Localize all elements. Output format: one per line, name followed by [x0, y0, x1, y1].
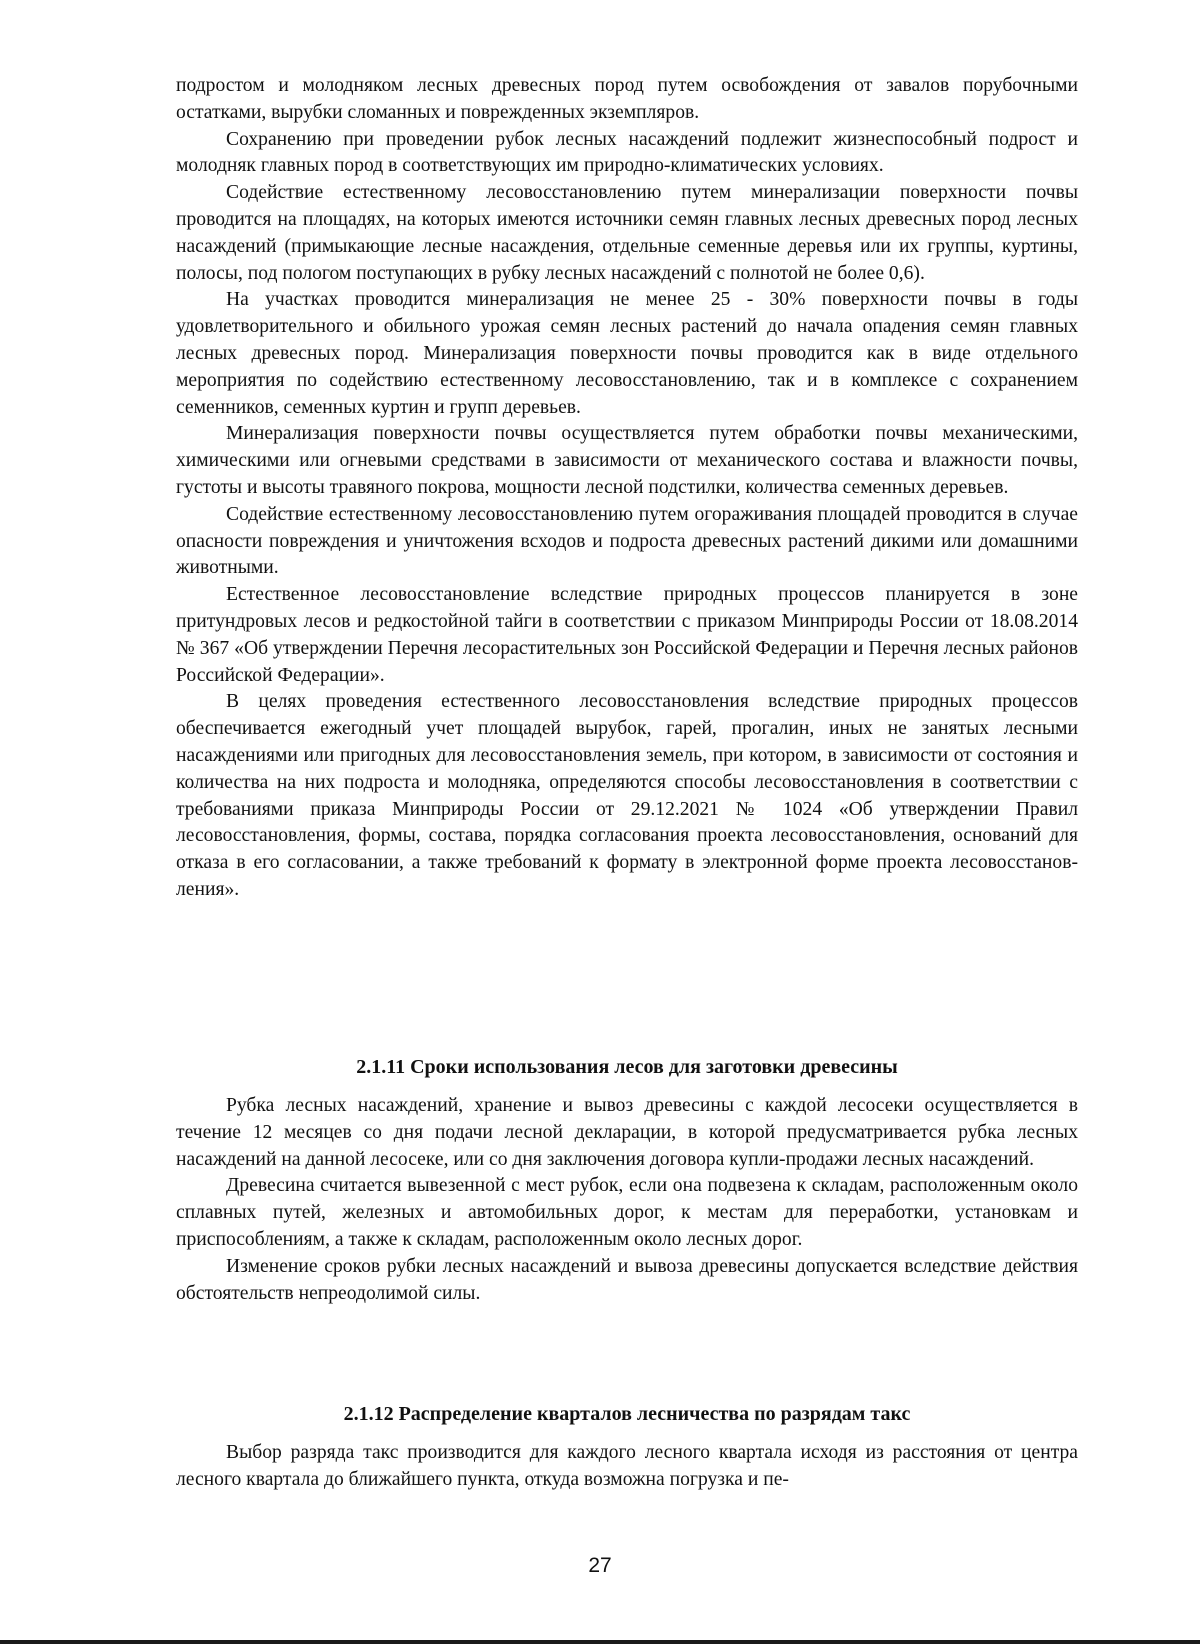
paragraph: Изменение сроков рубки лесных насаждений и вывоза древесины допускается вследствие действия обстоятельств непреодолимой силы.	[176, 1255, 1078, 1304]
paragraph: Рубка лесных насаждений, хранение и вывоз древесины с каждой лесосеки осуществляется в течение 12 месяцев со дня подачи лесной декларации, в которой предусматривается рубка лесных насаждений на данной лесосеке, или со дня заключения договора купли-продажи лесных насаждений.	[176, 1095, 1078, 1170]
section-2-1-11-text	[176, 1093, 1078, 1307]
paragraph: Содействие естественному лесовосстановлению путем огораживания площадей проводится в случае опасности повреждения и уничтожения всходов и подроста древесных растений дикими или домашними животными.	[176, 503, 1078, 579]
paragraph: В целях проведения естественного лесовосстановления вследствие природных процессов обеспечивается ежегодный учет площадей вырубок, гарей, прогалин, иных не занятых лесными насаждениями или пригодных для лесовосстановления земель, при котором, в зависимости от состояния и количества на них подроста и молодняка, определяются способы лесовосстановления в соответствии с требованиями приказа Минприроды России от 29.12.2021 № 1024 «Об утверждении Правил лесовосстановления, формы, состава, порядка согласования проекта лесовосстановления, оснований для отказа в его согласовании, а также требований к формату в электронной форме проекта лесовосстановления».	[176, 691, 1078, 900]
main-text-block	[176, 73, 1078, 904]
paragraph: Минерализация поверхности почвы осуществляется путем обработки почвы механическими, химическими или огневыми средствами в зависимости от механического состава и влажности почвы, густоты и высоты травяного покрова, мощности лесной подстилки, количества семенных деревьев.	[176, 423, 1078, 498]
section-heading-2-1-12: 2.1.12 Распределение кварталов лесничества по разрядам такс	[343, 1403, 911, 1425]
section-heading-2-1-11: 2.1.11 Сроки использования лесов для заготовки древесины	[356, 1056, 898, 1078]
page-number: 27	[588, 1554, 612, 1577]
paragraph: Естественное лесовосстановление вследствие природных процессов планируется в зоне притундровых лесов и редкостойной тайги в соответствии с приказом Минприроды России от 18.08.2014 № 367 «Об утверждении Перечня лесорастительных зон Российской Федерации и Перечня лесных районов Российской Федерации».	[176, 584, 1078, 686]
paragraph: Сохранению при проведении рубок лесных насаждений подлежит жизнеспособный подрост и молодняк главных пород в соответствующих им природно-климатических условиях.	[176, 128, 1078, 177]
scan-edge-divider	[0, 1640, 1200, 1644]
paragraph: На участках проводится минерализация не менее 25 - 30% поверхности почвы в годы удовлетворительного и обильного урожая семян лесных растений до начала опадения семян главных лесных древесных пород. Минерализация поверхности почвы проводится как в виде отдельного мероприятия по содействию естественному лесовосстановлению, так и в комплексе с сохранением семенников, семенных куртин и групп деревьев.	[176, 289, 1078, 418]
paragraph: Выбор разряда такс производится для каждого лесного квартала исходя из расстояния от центра лесного квартала до ближайшего пункта, откуда возможна погрузка и пе-	[176, 1442, 1078, 1490]
paragraph: Содействие естественному лесовосстановлению путем минерализации поверхности почвы проводится на площадях, на которых имеются источники семян главных лесных древесных пород лесных насаждений (примыкающие лесные насаждения, отдельные семенные деревья или их группы, куртины, полосы, под пологом поступающих в рубку лесных насаждений с полнотой не более 0,6).	[176, 182, 1078, 284]
paragraph: подростом и молодняком лесных древесных пород путем освобождения от завалов порубочными остатками, вырубки сломанных и поврежденных экземпляров.	[176, 75, 1078, 123]
paragraph: Древесина считается вывезенной с мест рубок, если она подвезена к складам, расположенным около сплавных путей, железных и автомобильных дорог, к местам для переработки, установкам и приспособлениям, а также к складам, расположенным около лесных дорог.	[176, 1175, 1078, 1250]
section-2-1-12-text	[176, 1440, 1078, 1494]
